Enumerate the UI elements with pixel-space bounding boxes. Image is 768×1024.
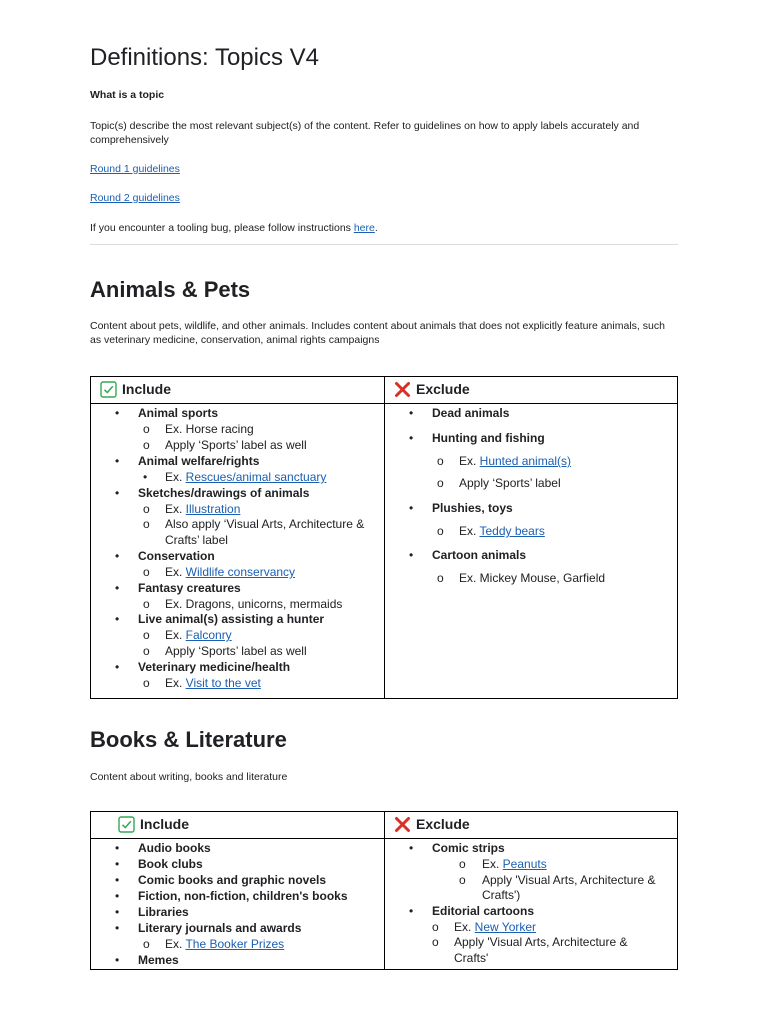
list-subitem: Ex. Mickey Mouse, Garfield <box>459 571 606 585</box>
list-subitem: Ex. The Booker Prizes <box>165 937 285 951</box>
list-item: Cartoon animals <box>432 548 527 562</box>
round2-guidelines-link[interactable]: Round 2 guidelines <box>90 192 180 204</box>
list-subitem: Ex. Illustration <box>165 502 241 516</box>
falconry-link[interactable]: Falconry <box>185 628 232 642</box>
list-item: Fantasy creatures <box>138 581 241 595</box>
booker-prizes-link[interactable]: The Booker Prizes <box>185 937 285 951</box>
books-exclude-list: • Comic strips o Ex. Peanuts o Apply 'Visual Arts, Architecture & Crafts') • Editorial cartoons o Ex. New Yorker o Apply 'Visual Arts, Architecture & Crafts' <box>409 841 656 965</box>
round1-guidelines-link[interactable]: Round 1 guidelines <box>90 163 180 175</box>
books-table <box>90 811 678 970</box>
list-subitem: Ex. Wildlife conservancy <box>165 565 296 579</box>
books-include-list: • Audio books • Book clubs • Comic books and graphic novels • Fiction, non-fiction, children's books • Libraries • Literary journals and awards o Ex. The Booker Prizes • Memes <box>115 841 348 967</box>
books-description: Content about writing, books and literature <box>90 771 288 783</box>
animals-heading: Animals & Pets <box>90 277 251 302</box>
list-subitem: Ex. Teddy bears <box>459 524 545 538</box>
check-box-icon <box>100 381 117 401</box>
list-subitem: Ex. New Yorker <box>454 920 537 934</box>
visit-vet-link[interactable]: Visit to the vet <box>185 676 261 690</box>
list-subitem: Ex. Horse racing <box>165 422 254 436</box>
list-item: Memes <box>138 953 179 967</box>
illustration-link[interactable]: Illustration <box>185 502 241 516</box>
list-subitem: Apply ‘Sports’ label as well <box>165 438 307 452</box>
list-subitem-continued: Crafts’ label <box>165 533 228 547</box>
animals-table <box>90 376 678 699</box>
teddy-bears-link[interactable]: Teddy bears <box>479 524 545 538</box>
list-subitem: Ex. Dragons, unicorns, mermaids <box>165 597 343 611</box>
list-subitem: Apply 'Visual Arts, Architecture & <box>482 873 656 887</box>
bug-instructions-link[interactable]: here <box>353 222 375 234</box>
list-subitem: Ex. Rescues/animal sanctuary <box>165 470 327 484</box>
list-subitem: Apply 'Visual Arts, Architecture & <box>454 935 628 949</box>
wildlife-conservancy-link[interactable]: Wildlife conservancy <box>185 565 296 579</box>
list-item: Fiction, non-fiction, children's books <box>138 889 348 903</box>
animals-include-header: Include <box>91 377 384 403</box>
hunted-animals-link[interactable]: Hunted animal(s) <box>479 454 572 468</box>
list-item: Comic strips <box>432 841 505 855</box>
topic-description: Topic(s) describe the most relevant subject(s) of the content. Refer to guidelines on how to apply labels accurately and comprehensively <box>90 120 640 146</box>
list-item: Sketches/drawings of animals <box>138 486 310 500</box>
list-item: Live animal(s) assisting a hunter <box>138 612 325 626</box>
peanuts-link[interactable]: Peanuts <box>502 857 547 871</box>
list-item: Plushies, toys <box>432 501 513 515</box>
list-subitem: Ex. Hunted animal(s) <box>459 454 572 468</box>
list-item: Conservation <box>138 549 215 563</box>
tooling-bug-note: If you encounter a tooling bug, please follow instructions here. <box>90 222 378 234</box>
animals-description: Content about pets, wildlife, and other animals. Includes content about animals that does not explicitly feature animals, such as veterinary medicine, conservation, animal rights campaigns <box>90 320 665 346</box>
list-item: Veterinary medicine/health <box>138 660 291 674</box>
list-item: Literary journals and awards <box>138 921 302 935</box>
list-subitem-continued: Crafts' <box>454 951 489 965</box>
animals-exclude-list: • Dead animals • Hunting and fishing o Ex. Hunted animal(s) o Apply ‘Sports’ label • Plushies, toys o Ex. Teddy bears • Cartoon animals o Ex. Mickey Mouse, Garfield <box>409 406 606 585</box>
list-item: Hunting and fishing <box>432 431 545 445</box>
books-include-header: Include <box>91 812 384 838</box>
animals-include-list: • Animal sports o Ex. Horse racing o Apply ‘Sports’ label as well • Animal welfare/rights • Ex. Rescues/animal sanctuary • Sketches/drawings of animals o Ex. Illustration o Also apply ‘Visual Arts, Architecture & Crafts’ label • Conservation o Ex. Wildlife conservancy • Fantasy creatures o Ex. Dragons, unicorns, mermaids • Live animal(s) assisting a hunter o Ex. Falconry o Apply ‘Sports’ label as well • Veterinary medicine/health o Ex. Visit to the vet <box>115 406 365 690</box>
page-title: Definitions: Topics V4 <box>90 44 320 71</box>
list-subitem: Ex. Peanuts <box>482 857 547 871</box>
list-subitem: Ex. Visit to the vet <box>165 676 261 690</box>
what-is-topic-label: What is a topic <box>90 89 165 101</box>
list-subitem: Apply ‘Sports’ label <box>459 476 561 490</box>
list-subitem-continued: Crafts') <box>482 888 521 902</box>
divider <box>90 244 678 245</box>
list-item: Book clubs <box>138 857 203 871</box>
list-item: Comic books and graphic novels <box>138 873 327 887</box>
animals-exclude-header: Exclude <box>385 377 677 403</box>
list-subitem: Ex. Falconry <box>165 628 232 642</box>
list-item: Editorial cartoons <box>432 904 535 918</box>
new-yorker-link[interactable]: New Yorker <box>474 920 537 934</box>
books-exclude-header: Exclude <box>385 812 677 838</box>
list-subitem: Also apply ‘Visual Arts, Architecture & <box>165 517 365 531</box>
cross-icon <box>394 381 411 401</box>
rescues-link[interactable]: Rescues/animal sanctuary <box>185 470 327 484</box>
list-item: Animal sports <box>138 406 219 420</box>
list-item: Dead animals <box>432 406 510 420</box>
cross-icon <box>394 816 411 836</box>
list-item: Animal welfare/rights <box>138 454 260 468</box>
list-item: Libraries <box>138 905 189 919</box>
list-item: Audio books <box>138 841 211 855</box>
check-box-icon <box>118 816 135 836</box>
books-heading: Books & Literature <box>90 727 287 752</box>
list-subitem: Apply ‘Sports’ label as well <box>165 644 307 658</box>
